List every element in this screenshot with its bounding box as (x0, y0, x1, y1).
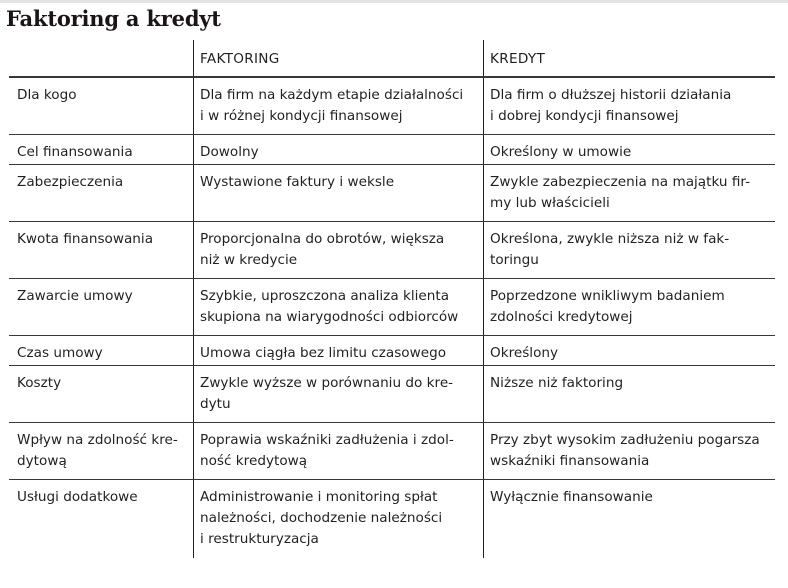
top-border (0, 0, 788, 3)
kredyt-cell-line: Niższe niż faktoring (490, 375, 624, 391)
faktoring-cell-line: dytu (200, 396, 231, 412)
faktoring-cell-line: i restrukturyzacja (200, 531, 319, 547)
page-title: Faktoring a kredyt (6, 6, 221, 31)
kredyt-cell (483, 279, 775, 335)
row-label-line: Cel finansowania (17, 144, 133, 160)
row-label (9, 336, 193, 365)
faktoring-cell-line: Szybkie, uproszczona analiza klienta (200, 288, 450, 304)
faktoring-cell-line: Poprawia wskaźniki zadłużenia i zdol- (200, 432, 454, 448)
row-label-line: Kwota finansowania (17, 231, 154, 247)
table-row (9, 222, 775, 279)
row-label (9, 480, 193, 558)
faktoring-cell-line: Umowa ciągła bez limitu czasowego (200, 345, 447, 361)
kredyt-cell (483, 423, 775, 479)
faktoring-cell (193, 135, 483, 164)
kredyt-cell-line: Określony w umowie (490, 144, 632, 160)
row-label-line: Czas umowy (17, 345, 103, 361)
faktoring-cell (193, 336, 483, 365)
faktoring-cell-line: Wystawione faktury i weksle (200, 174, 395, 190)
faktoring-cell (193, 78, 483, 134)
comparison-table (9, 40, 775, 558)
faktoring-cell-line: ność kredytową (200, 453, 308, 469)
faktoring-cell (193, 423, 483, 479)
faktoring-cell-line: niż w kredycie (200, 252, 298, 268)
faktoring-cell-line: Zwykle wyższe w porównaniu do kre- (200, 375, 454, 391)
faktoring-cell (193, 279, 483, 335)
kredyt-cell-line: Zwykle zabezpieczenia na majątku fir- (490, 174, 751, 190)
kredyt-cell-line: Określona, zwykle niższa niż w fak- (490, 231, 730, 247)
table-row (9, 165, 775, 222)
kredyt-cell-line: Przy zbyt wysokim zadłużeniu pogarsza (490, 432, 760, 448)
kredyt-cell (483, 480, 775, 558)
faktoring-cell (193, 480, 483, 558)
row-label (9, 279, 193, 335)
faktoring-cell-line: należności, dochodzenie należności (200, 510, 443, 526)
table-row (9, 78, 775, 135)
table-row (9, 480, 775, 558)
kredyt-cell (483, 135, 775, 164)
kredyt-cell-line: Wyłącznie finansowanie (490, 489, 653, 505)
row-label (9, 165, 193, 221)
kredyt-cell-line: Określony (490, 345, 559, 361)
row-label-line: Usługi dodatkowe (17, 489, 138, 505)
header-faktoring: FAKTORING (193, 40, 483, 76)
row-label-line: Koszty (17, 375, 62, 391)
faktoring-cell (193, 165, 483, 221)
row-label-line: Wpływ na zdolność kre- (17, 432, 178, 448)
row-label (9, 366, 193, 422)
kredyt-cell-line: toringu (490, 252, 539, 268)
row-label-line: dytową (17, 453, 67, 469)
row-label (9, 222, 193, 278)
faktoring-cell (193, 222, 483, 278)
faktoring-cell-line: i w różnej kondycji finansowej (200, 108, 403, 124)
table-row (9, 279, 775, 336)
kredyt-cell-line: wskaźniki finansowania (490, 453, 650, 469)
kredyt-cell (483, 222, 775, 278)
row-label-line: Zabezpieczenia (17, 174, 124, 190)
kredyt-cell (483, 366, 775, 422)
kredyt-cell-line: Dla firm o dłuższej historii działania (490, 87, 732, 103)
kredyt-cell (483, 336, 775, 365)
faktoring-cell-line: Dla firm na każdym etapie działalności (200, 87, 464, 103)
faktoring-cell-line: Administrowanie i monitoring spłat (200, 489, 438, 505)
kredyt-cell-line: my lub właścicieli (490, 195, 610, 211)
table-row (9, 135, 775, 165)
table-row (9, 366, 775, 423)
kredyt-cell (483, 165, 775, 221)
table-row (9, 336, 775, 366)
faktoring-cell-line: Dowolny (200, 144, 259, 160)
kredyt-cell (483, 78, 775, 134)
header-kredyt: KREDYT (483, 40, 775, 76)
faktoring-cell (193, 366, 483, 422)
faktoring-cell-line: skupiona na wiarygodności odbiorców (200, 309, 459, 325)
row-label-line: Dla kogo (17, 87, 77, 103)
faktoring-cell-line: Proporcjonalna do obrotów, większa (200, 231, 445, 247)
row-label (9, 423, 193, 479)
kredyt-cell-line: i dobrej kondycji finansowej (490, 108, 679, 124)
header-empty (9, 40, 193, 76)
row-label-line: Zawarcie umowy (17, 288, 133, 304)
row-label (9, 78, 193, 134)
table-row (9, 423, 775, 480)
table-header-row (9, 40, 775, 78)
row-label (9, 135, 193, 164)
kredyt-cell-line: Poprzedzone wnikliwym badaniem (490, 288, 725, 304)
kredyt-cell-line: zdolności kredytowej (490, 309, 633, 325)
